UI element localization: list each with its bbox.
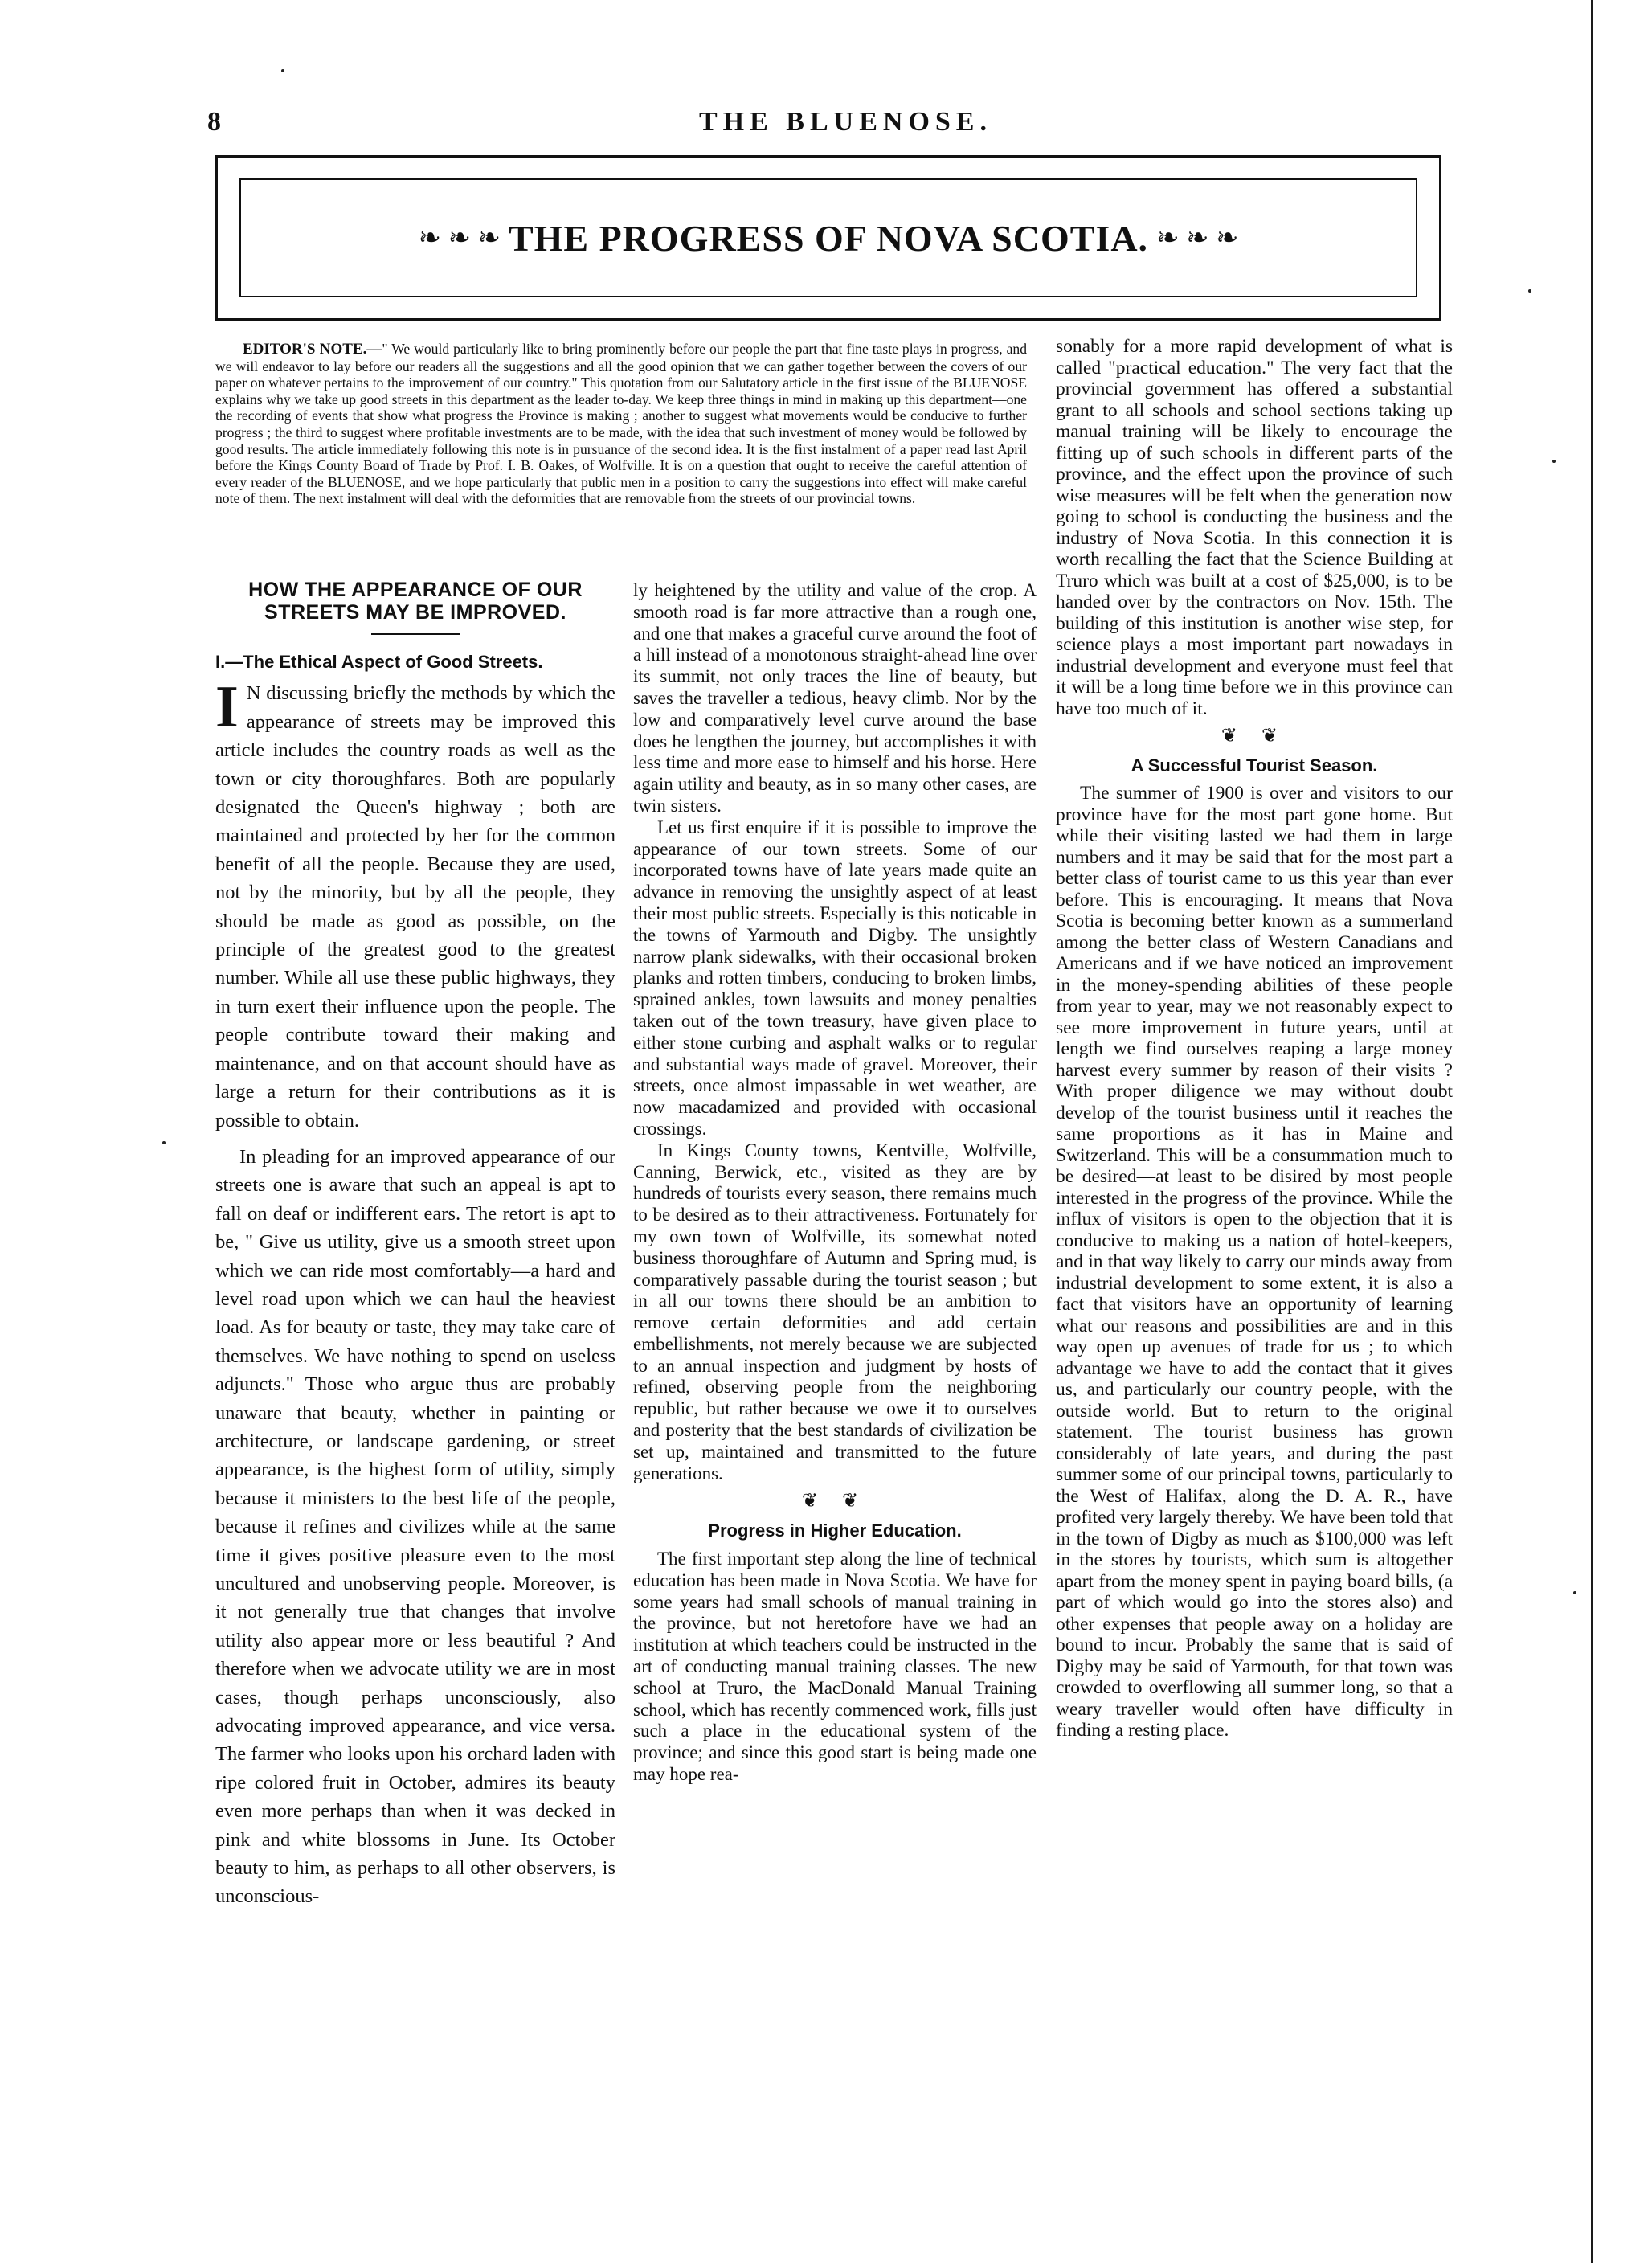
article-paragraph: The summer of 1900 is over and visitors to our province have for the most part gone home. But while their visiting lasted we had them in large numbers and it may be said that for the most part a better class of tourist came to us this year than ever before. This is encouraging. It means that Nova Scotia is becoming better known as a summerland among the better class of Western Canadians and Americans and if we have noticed an improvement in the money-spending abilities of these people from year to year, may we not reasonably expect to see more improvement in future years, until at length we find ourselves reaping a large money harvest every summer by reason of their visits ? With proper diligence we may without doubt develop of the tourist business until it reaches the same proportions as it has in Maine and Switzerland. This will be a consummation much to be desired—at least to be disired by most people interested in the progress of the province. While the influx of visitors is open to the objection that it is conducive to making us a nation of hotel-keepers, and in that way likely to carry our minds away from industrial development to some extent, it is also a fact that visitors have an opportunity of learning what our reasons and possibilities are and in this way open up avenues of trade for us ; to which advantage we have to add the contact that it gives us, and particularly our country people, with the outside world. But to return to the original statement. The tourist business has grown considerably of late years, and during the past summer some of our principal towns, particularly to the West of Halifax, along the D. A. R., have profited very largely thereby. We have been told that in the town of Digby as much as $100,000 was left in the stores by tourists, which sum is altogether apart from the money spent in paying board bills, (a part of which would go into the stores also) and other expenses that people away on a holiday are bound to incur. Probably the same that is said of Digby may be said of Yarmouth, for that town was crowded to overflowing all summer long, so that a weary traveller would often have difficulty in finding a resting place. [1056,783,1453,1741]
section-heading: I.—The Ethical Aspect of Good Streets. [215,652,543,672]
section-dingbat-icon: ❦ ❦ [801,1491,869,1512]
heading-rule [371,633,460,635]
print-speck [162,1141,166,1144]
editors-note [215,341,1027,507]
article-paragraph: In pleading for an improved appearance of our streets one is aware that such an appeal is apt to fall on deaf or indifferent ears. The retort is apt to be, " Give us utility, give us a smooth street upon which we can ride most comfortably—a hard and level road upon which we can haul the heaviest load. As for beauty or taste, they may take care of themselves. We have nothing to spend on useless adjuncts." Those who argue thus are probably unaware that beauty, whether in painting or architecture, or landscape gardening, or street appearance, is the highest form of utility, simply because it ministers to the best life of the people, because it refines and civilizes while at the same time it gives positive pleasure even to the most uncultured and unobserving people. Moreover, is it not generally true that changes that involve utility also appear more or less beautiful ? And therefore when we advocate utility we are in most cases, though perhaps unconsciously, also advocating improved appearance, and vice versa. The farmer who looks upon his orchard laden with ripe colored fruit in October, admires its beauty even more perhaps than when it was decked in pink and white blossoms in June. Its October beauty to him, as perhaps to all other observers, is unconscious- [215,1145,615,1908]
article-paragraph: N discussing briefly the methods by which the appearance of streets may be improved this article includes the country roads as well as the town or city thoroughfares. Both are popularly designated the Queen's highway ; both are maintained and protected by her for the common benefit of all the people. Because they are used, not by the minority, but by all the people, they should be made as good as possible, on the principle of the greatest good to the greatest number. While all use these public highways, they in turn exert their influence upon the people. The people contribute toward their making and maintenance, and on that account should have as large a return for their contributions as it is possible to obtain. [215,682,615,1132]
article-paragraph: The first important step along the line of technical education has been made in Nova Scotia. We have for some years had small schools of manual training in the province, but not heretofore have we had an institution at which teachers could be instructed in the art of conducting manual training classes. The new school at Truro, the MacDonald Manual Training school, which has recently commenced work, fills just such a place in the educational system of the province; and since this good start is being made one may hope rea- [633,1549,1037,1785]
editors-note-label: EDITOR'S NOTE.— [243,341,382,358]
drop-cap: I [215,674,239,741]
column-middle [633,580,1037,1786]
column-left [215,579,615,1911]
editors-note-text: " We would particularly like to bring prominently before our people the part that fine taste plays in progress, and we will endeavor to lay before our readers all the suggestions and all the good opinion that we can gather together between the covers of our paper on whatever pertains to the improvement of our country." This quotation from our Salutatory article in the first issue of the BLUENOSE explains why we take up good streets in this department as the leader to-day. We keep three things in mind in making up this department—one the recording of events that show what progress the Province is making ; another to suggest what movements would be conducive to further progress ; the third to suggest where profitable investments are to be made, with the idea that such investment of money would be followed by good results. The article immediately following this note is in pursuance of the second idea. It is the first instalment of a paper read last April before the Kings County Board of Trade by Prof. I. B. Oakes, of Wolfville. It is on a question that ought to receive the careful attention of every reader of the BLUENOSE, and we hope particularly that public men in a position to carry the suggestions into effect will make careful note of them. The next instalment will deal with the deformities that are removable from the streets of our provincial towns. [215,341,1027,507]
article-paragraph: In Kings County towns, Kentville, Wolfville, Canning, Berwick, etc., visited as they are by hundreds of tourists every season, there remains much to be desired as to their attractiveness. Fortunately for my own town of Wolfville, its somewhat noted business thoroughfare of Autumn and Spring mud, is comparatively passable during the tourist season ; but in all our towns there should be an ambition to remove certain deformities and add certain embellishments, not merely because we are subjected to an annual inspection and judgment by hosts of refined, observing people from the neighboring republic, but rather because we owe it to ourselves and posterity that the best standards of civilization be set up, maintained and transmitted to the future generations. [633,1140,1037,1483]
section-dingbat-icon: ❦ ❦ [1221,726,1288,747]
ornament-left-icon: ❧ ❧ ❧ [418,223,501,253]
print-speck [1552,460,1556,463]
print-speck [1573,1591,1576,1594]
running-head: THE BLUENOSE. [699,107,992,137]
title-frame [239,178,1417,297]
section-heading: A Successful Tourist Season. [1131,755,1378,775]
article-paragraph: ly heightened by the utility and value of the crop. A smooth road is far more attractive than a rough one, and one that makes a graceful curve around the foot of a hill instead of a monotonous straight-ahead line over its summit, not only traces the line of beauty, but saves the traveller a tedious, heavy climb. Nor by the low and comparatively level curve around the base does he lengthen the journey, but accomplishes it with less time and more ease to himself and his horse. Here again utility and beauty, as in so many other cases, are twin sisters. [633,580,1037,816]
article-paragraph: sonably for a more rapid development of what is called "practical education." The very fact that the provincial government has offered a substantial grant to all schools and school sections taking up manual training will be likely to encourage the fitting up of such schools in different parts of the province, and the effect upon the province of such wise measures will be felt when the generation now going to school is conducting the business and the industry of Nova Scotia. In this connection it is worth recalling the fact that the Science Building at Truro which was built at a cost of $25,000, is to be handed over by the contractors on Nov. 15th. The building of this institution is another wise step, for science plays a most important part nowadays in industrial development and everyone must feel that it will be a long time before we in this province can have too much of it. [1056,336,1453,719]
ornament-right-icon: ❧ ❧ ❧ [1156,223,1239,253]
page-number: 8 [207,107,221,137]
print-speck [281,69,284,72]
print-speck [1528,289,1531,293]
page-title: THE PROGRESS OF NOVA SCOTIA. [508,217,1149,259]
page-edge-rule [1591,0,1593,2263]
section-heading: Progress in Higher Education. [708,1520,962,1541]
article-paragraph: Let us first enquire if it is possible to improve the appearance of our town streets. Some of our incorporated towns have of late years made quite an advance in removing the unsightly aspect of at least their most public streets. Especially is this noticable in the towns of Yarmouth and Digby. The unsightly narrow plank sidewalks, with their occasional broken planks and rotten timbers, conducing to broken limbs, sprained ankles, town lawsuits and money penalties taken out of the town treasury, have given place to either stone curbing and asphalt walks or to regular and substantial ways made of gravel. Moreover, their streets, once almost impassable in wet weather, are now macadamized and provided with occasional crossings. [633,816,1037,1139]
article-heading: HOW THE APPEARANCE OF OUR STREETS MAY BE IMPROVED. [248,579,583,624]
column-right [1056,336,1453,1741]
